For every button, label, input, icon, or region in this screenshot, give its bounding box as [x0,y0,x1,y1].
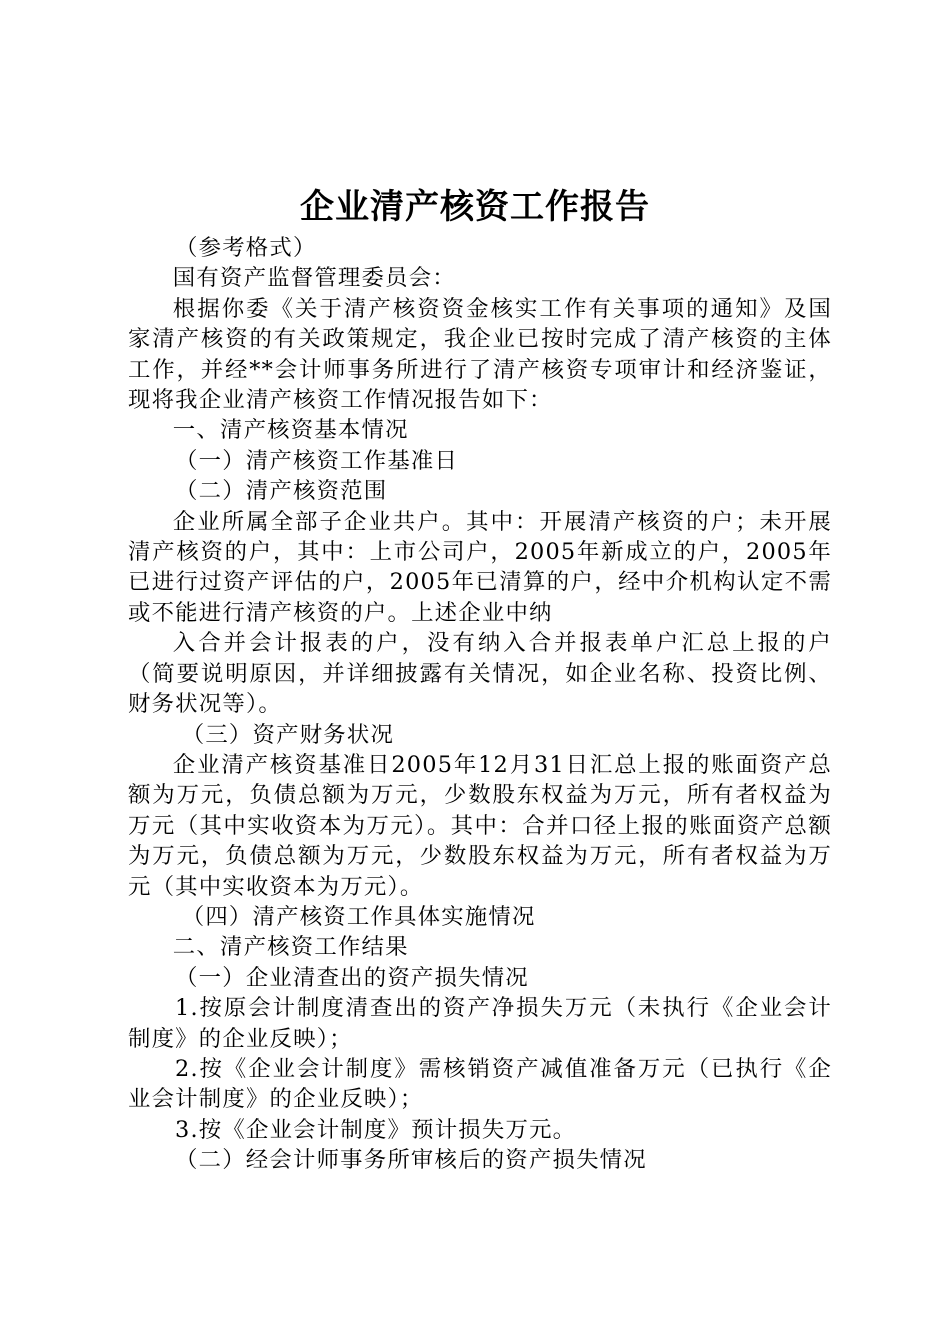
section-heading-1: 一、清产核资基本情况 [172,417,409,444]
section-heading-2: 二、清产核资工作结果 [172,934,409,961]
addressee: 国有资产监督管理委员会： [172,265,456,292]
financial-status-paragraph: 企业清产核资基准日2005年12月31日汇总上报的账面资产总额为万元，负债总额为万元，少数股东权益为万元，所有者权益为万元（其中实收资本为万元）。其中：合并口径上报的账面资产总额为万元，负债总额为万元，少数股东权益为万元，所有者权益为万元（其中实收资本为万元）。 [128,751,832,900]
subsection-heading-1-1: （一）清产核资工作基准日 [175,447,459,474]
scope-paragraph-continued: 入合并会计报表的户，没有纳入合并报表单户汇总上报的户（简要说明原因，并详细披露有关情况，如企业名称、投资比例、财务状况等）。 [128,630,832,718]
intro-paragraph: 根据你委《关于清产核资资金核实工作有关事项的通知》及国家清产核资的有关政策规定，我企业已按时完成了清产核资的主体工作，并经**会计师事务所进行了清产核资专项审计和经济鉴证，现将我企业清产核资工作情况报告如下： [128,295,832,414]
document-title: 企业清产核资工作报告 [300,187,650,227]
list-item-2: 2.按《企业会计制度》需核销资产减值准备万元（已执行《企业会计制度》的企业反映）； [128,1055,832,1113]
list-item-3: 3.按《企业会计制度》预计损失万元。 [175,1116,577,1143]
list-item-1: 1.按原会计制度清查出的资产净损失万元（未执行《企业会计制度》的企业反映）； [128,995,832,1052]
scope-paragraph: 企业所属全部子企业共户。其中：开展清产核资的户；未开展清产核资的户，其中：上市公司户，2005年新成立的户，2005年已进行过资产评估的户，2005年已清算的户，经中介机构认定不需或不能进行清产核资的户。上述企业中纳 [128,508,832,626]
subsection-heading-2-2: （二）经会计师事务所审核后的资产损失情况 [175,1147,647,1174]
subsection-heading-2-1: （一）企业清查出的资产损失情况 [175,964,529,991]
document-body [128,233,832,1176]
subsection-heading-1-4: （四）清产核资工作具体实施情况 [181,903,536,930]
format-note: （参考格式） [175,235,317,261]
subsection-heading-1-2: （二）清产核资范围 [175,478,388,505]
subsection-heading-1-3: （三）资产财务状况 [181,721,395,748]
